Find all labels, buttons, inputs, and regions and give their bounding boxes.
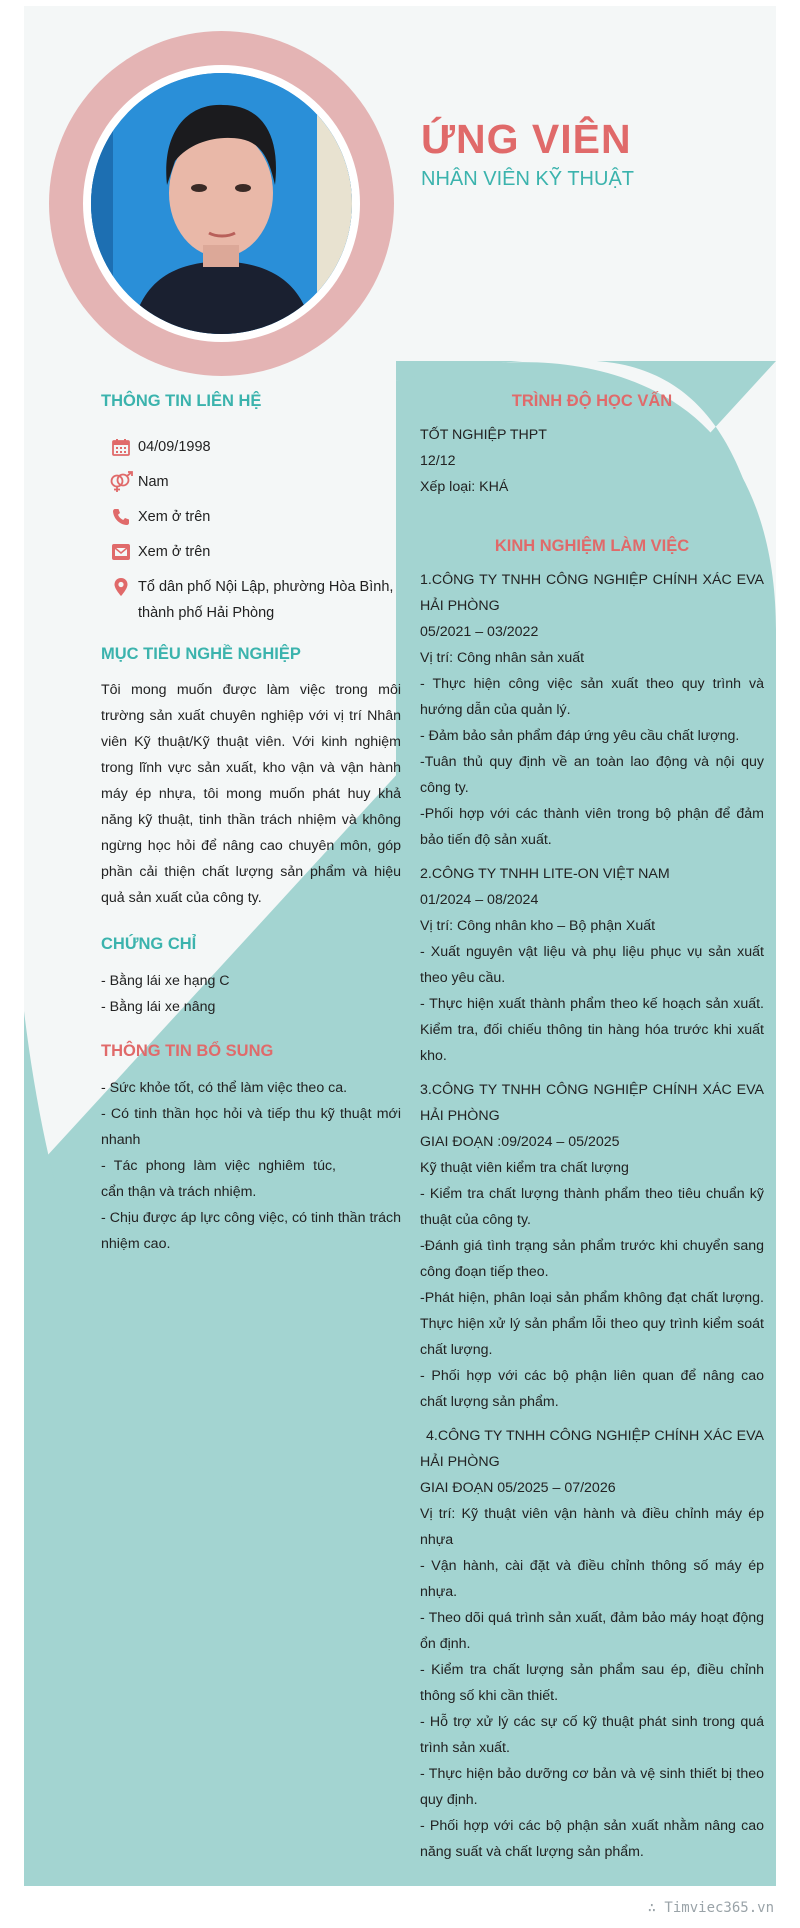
job-duty: - Thực hiện công việc sản xuất theo quy trình và hướng dẫn của quản lý. — [420, 676, 764, 718]
job-company: 1.CÔNG TY TNHH CÔNG NGHIỆP CHÍNH XÁC EVA HẢI PHÒNG — [420, 572, 764, 614]
job-period: 01/2024 – 08/2024 — [420, 892, 539, 908]
job-duty: - Kiểm tra chất lượng sản phẩm sau ép, điều chỉnh thông số khi cần thiết. — [420, 1662, 764, 1704]
watermark: ∴ Timviec365.vn — [647, 1900, 774, 1916]
contact-phone — [104, 504, 423, 530]
job-duty: - Phối hợp với các bộ phận liên quan để nâng cao chất lượng sản phẩm. — [420, 1368, 764, 1410]
phone-text: Xem ở trên — [138, 509, 211, 525]
education-line: TỐT NGHIỆP THPT — [420, 427, 547, 443]
job-role: Vị trí: Công nhân kho – Bộ phận Xuất — [420, 918, 656, 934]
experience-list — [420, 567, 764, 1873]
gender-icon — [104, 469, 138, 495]
email-text: Xem ở trên — [138, 544, 211, 560]
experience-title: KINH NGHIỆM LÀM VIỆC — [494, 537, 690, 555]
job-entry — [420, 567, 764, 853]
education-line: 12/12 — [420, 453, 456, 469]
job-company: 3.CÔNG TY TNHH CÔNG NGHIỆP CHÍNH XÁC EVA HẢI PHÒNG — [420, 1082, 764, 1124]
certificate-item: - Bằng lái xe hạng C — [101, 973, 230, 989]
additional-title: THÔNG TIN BỔ SUNG — [101, 1042, 274, 1060]
education-title: TRÌNH ĐỘ HỌC VẤN — [511, 392, 673, 410]
job-duty: - Thực hiện bảo dưỡng cơ bản và vệ sinh thiết bị theo quy định. — [420, 1766, 764, 1808]
address-text: Tổ dân phố Nội Lập, phường Hòa Bình, thành phố Hải Phòng — [138, 579, 394, 621]
calendar-icon — [104, 434, 138, 460]
candidate-position: NHÂN VIÊN KỸ THUẬT — [421, 168, 634, 190]
contact-birthdate — [104, 434, 423, 460]
education-line: Xếp loại: KHÁ — [420, 479, 509, 495]
job-duty: - Xuất nguyên vật liệu và phụ liệu phục vụ sản xuất theo yêu cầu. — [420, 944, 764, 986]
job-duty: - Đảm bảo sản phẩm đáp ứng yêu cầu chất lượng. — [420, 728, 740, 744]
job-duty: -Tuân thủ quy định về an toàn lao động và nội quy công ty. — [420, 754, 764, 796]
job-duty: - Phối hợp với các bộ phận sản xuất nhằm nâng cao năng suất và chất lượng sản phẩm. — [420, 1818, 764, 1860]
education-list — [420, 422, 764, 500]
job-duty: - Kiểm tra chất lượng thành phẩm theo tiêu chuẩn kỹ thuật của công ty. — [420, 1186, 764, 1228]
portrait-photo-icon — [91, 73, 352, 334]
job-period: GIAI ĐOẠN 05/2025 – 07/2026 — [420, 1480, 616, 1496]
job-period: 05/2021 – 03/2022 — [420, 624, 539, 640]
objective-title: MỤC TIÊU NGHỀ NGHIỆP — [101, 645, 301, 663]
job-duty: -Đánh giá tình trạng sản phẩm trước khi chuyển sang công đoạn tiếp theo. — [420, 1238, 764, 1280]
birthdate-text: 04/09/1998 — [138, 439, 211, 455]
job-role: Vị trí: Công nhân sản xuất — [420, 650, 585, 666]
contact-gender — [104, 469, 423, 495]
contact-email — [104, 539, 423, 565]
job-duty: - Thực hiện xuất thành phẩm theo kế hoạch sản xuất. Kiểm tra, đối chiếu thông tin hàng hóa trước khi xuất kho. — [420, 996, 764, 1064]
gender-text: Nam — [138, 474, 169, 490]
phone-icon — [104, 504, 138, 530]
additional-item: - Tác phong làm việc nghiêm túc, cẩn thận và trách nhiệm. — [101, 1158, 336, 1200]
contact-title: THÔNG TIN LIÊN HỆ — [101, 392, 262, 410]
certificates-list — [101, 968, 401, 1020]
certificate-item: - Bằng lái xe nâng — [101, 999, 216, 1015]
job-duty: - Hỗ trợ xử lý các sự cố kỹ thuật phát sinh trong quá trình sản xuất. — [420, 1714, 764, 1756]
job-duty: - Vận hành, cài đặt và điều chỉnh thông số máy ép nhựa. — [420, 1558, 764, 1600]
additional-list — [101, 1075, 401, 1257]
job-duty: -Phối hợp với các thành viên trong bộ phận để đảm bảo tiến độ sản xuất. — [420, 806, 764, 848]
additional-item: - Có tinh thần học hỏi và tiếp thu kỹ thuật mới nhanh — [101, 1106, 401, 1148]
job-company: 2.CÔNG TY TNHH LITE-ON VIỆT NAM — [420, 866, 670, 882]
job-duty: - Theo dõi quá trình sản xuất, đảm bảo máy hoạt động ổn định. — [420, 1610, 764, 1652]
avatar-frame — [49, 31, 394, 376]
avatar — [91, 73, 352, 334]
certificates-title: CHỨNG CHỈ — [101, 935, 197, 953]
job-entry — [420, 1077, 764, 1415]
job-duty: -Phát hiện, phân loại sản phẩm không đạt chất lượng. Thực hiện xử lý sản phẩm lỗi theo quy trình kiểm soát chất lượng. — [420, 1290, 764, 1358]
additional-item: - Sức khỏe tốt, có thể làm việc theo ca. — [101, 1080, 348, 1096]
job-role: Vị trí: Kỹ thuật viên vận hành và điều chỉnh máy ép nhựa — [420, 1506, 764, 1548]
contact-address — [104, 574, 423, 626]
objective-text: Tôi mong muốn được làm việc trong môi trường sản xuất chuyên nghiệp với vị trí Nhân viên Kỹ thuật/Kỹ thuật viên. Với kinh nghiệm trong lĩnh vực sản xuất, kho vận và vận hành máy ép nhựa, tôi mong muốn phát huy khả năng kỹ thuật, tinh thần trách nhiệm và không ngừng học hỏi để nâng cao chuyên môn, góp phần cải thiện chất lượng sản phẩm và hiệu quả sản xuất của công ty. — [101, 682, 401, 906]
candidate-name: ỨNG VIÊN — [421, 116, 632, 162]
email-icon — [104, 539, 138, 565]
location-icon — [104, 574, 138, 600]
job-entry — [420, 1423, 764, 1865]
job-company: 4.CÔNG TY TNHH CÔNG NGHIỆP CHÍNH XÁC EVA HẢI PHÒNG — [420, 1428, 764, 1470]
job-entry — [420, 861, 764, 1069]
additional-item: - Chịu được áp lực công việc, có tinh thần trách nhiệm cao. — [101, 1210, 401, 1252]
job-role: Kỹ thuật viên kiểm tra chất lượng — [420, 1160, 629, 1176]
cv-page — [24, 6, 776, 1886]
job-period: GIAI ĐOẠN :09/2024 – 05/2025 — [420, 1134, 620, 1150]
